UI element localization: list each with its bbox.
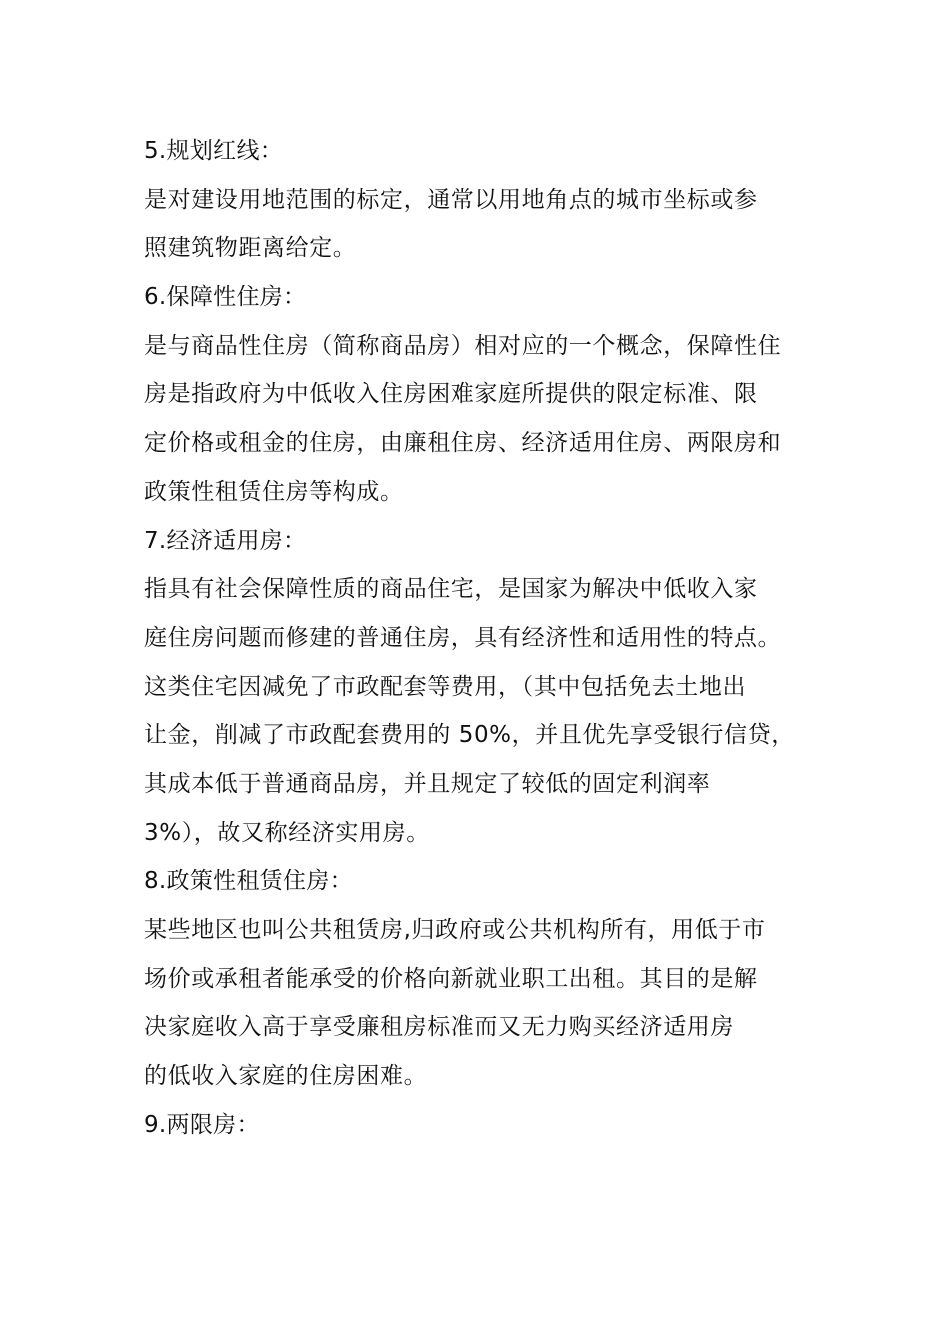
section-heading-affordable-housing: 6.保障性住房： bbox=[144, 284, 307, 311]
paragraph-line: 庭住房问题而修建的普通住房，具有经济性和适用性的特点。 bbox=[144, 624, 782, 651]
paragraph-line: 照建筑物距离给定。 bbox=[144, 235, 357, 262]
paragraph-line: 是与商品性住房（简称商品房）相对应的一个概念，保障性住 bbox=[144, 332, 782, 359]
paragraph-line: 定价格或租金的住房，由廉租住房、经济适用住房、两限房和 bbox=[144, 430, 782, 457]
paragraph-line: 其成本低于普通商品房，并且规定了较低的固定利润率 bbox=[144, 770, 711, 797]
section-heading-policy-rental-housing: 8.政策性租赁住房： bbox=[144, 868, 353, 895]
paragraph-line: 的低收入家庭的住房困难。 bbox=[144, 1063, 428, 1090]
paragraph-line: 这类住宅因减免了市政配套等费用，（其中包括免去土地出 bbox=[144, 673, 747, 700]
paragraph-line: 某些地区也叫公共租赁房,归政府或公共机构所有，用低于市 bbox=[144, 917, 766, 943]
document-body bbox=[144, 127, 844, 1149]
paragraph-line: 场价或承租者能承受的价格向新就业职工出租。其目的是解 bbox=[144, 965, 758, 992]
section-heading-economical-housing: 7.经济适用房： bbox=[144, 527, 307, 554]
paragraph-line: 房是指政府为中低收入住房困难家庭所提供的限定标准、限 bbox=[144, 381, 758, 408]
paragraph-line: 3%），故又称经济实用房。 bbox=[144, 819, 430, 846]
paragraph-line: 让金，削减了市政配套费用的 50%，并且优先享受银行信贷， bbox=[144, 722, 795, 749]
section-heading-two-limit-housing: 9.两限房： bbox=[144, 1111, 260, 1138]
paragraph-line: 政策性租赁住房等构成。 bbox=[144, 478, 404, 505]
paragraph-line: 决家庭收入高于享受廉租房标准而又无力购买经济适用房 bbox=[144, 1014, 734, 1041]
paragraph-line: 指具有社会保障性质的商品住宅，是国家为解决中低收入家 bbox=[144, 576, 758, 603]
paragraph-line: 是对建设用地范围的标定，通常以用地角点的城市坐标或参 bbox=[144, 186, 758, 213]
section-heading-planning-red-line: 5.规划红线： bbox=[144, 138, 284, 164]
